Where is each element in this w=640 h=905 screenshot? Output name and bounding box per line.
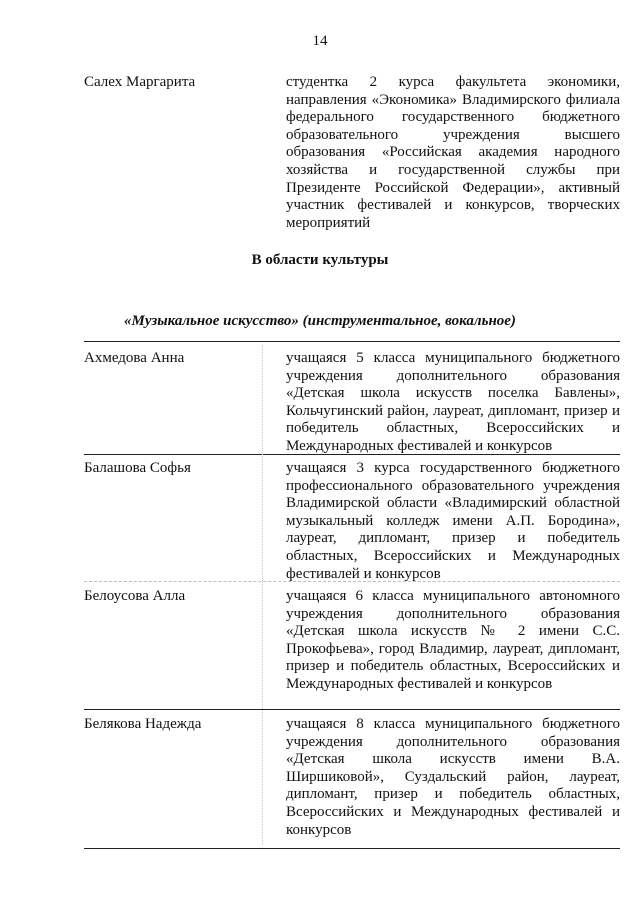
- subsection-title: «Музыкальное искусство» (инструментальное, вокальное): [124, 313, 516, 329]
- page-number: 14: [312, 33, 328, 49]
- section-title: В области культуры: [251, 252, 389, 268]
- person-description: учащаяся 6 класса муниципального автономного учреждения дополнительного образования «Детская школа искусств № 2 имени С.С. Прокофьева», город Владимир, лауреат, дипломант, призер и победитель областных, Всероссийских и Международных фестивалей и конкурсов: [286, 588, 620, 692]
- table-top-rule: [84, 341, 620, 342]
- person-name: Белякова Надежда: [84, 716, 202, 732]
- person-name: Ахмедова Анна: [84, 350, 185, 366]
- person-name: Белоусова Алла: [84, 588, 186, 604]
- row-divider: [84, 454, 620, 455]
- person-name: Балашова Софья: [84, 460, 191, 476]
- column-divider: [262, 345, 263, 845]
- person-name: Салех Маргарита: [84, 74, 196, 90]
- row-divider: [84, 581, 620, 582]
- person-description: учащаяся 3 курса государственного бюджетного профессионального образовательного учреждения Владимирской области «Владимирский областной музыкальный колледж имени А.П. Бородина», лауреат, дипломант, призер и победитель областных, Всероссийских и Международных фестивалей и конкурсов: [286, 460, 620, 582]
- row-divider: [84, 709, 620, 710]
- person-description: учащаяся 5 класса муниципального бюджетного учреждения дополнительного образования «Детская школа искусств поселка Бавлены», Кольчугинский район, лауреат, дипломант, призер и победитель областных, Всероссийских и Международных фестивалей и конкурсов: [286, 350, 620, 454]
- table-bottom-rule: [84, 848, 620, 849]
- person-description: студентка 2 курса факультета экономики, направления «Экономика» Владимирского филиала федерального государственного бюджетного образовательного учреждения высшего образования «Российская академия народного хозяйства и государственной службы при Президенте Российской Федерации», активный участник фестивалей и конкурсов, творческих мероприятий: [286, 74, 620, 231]
- person-description: учащаяся 8 класса муниципального бюджетного учреждения дополнительного образования «Детская школа искусств имени В.А. Ширшиковой», Суздальский район, лауреат, дипломант, призер и победитель областных, Всероссийских и Международных фестивалей и конкурсов: [286, 716, 620, 838]
